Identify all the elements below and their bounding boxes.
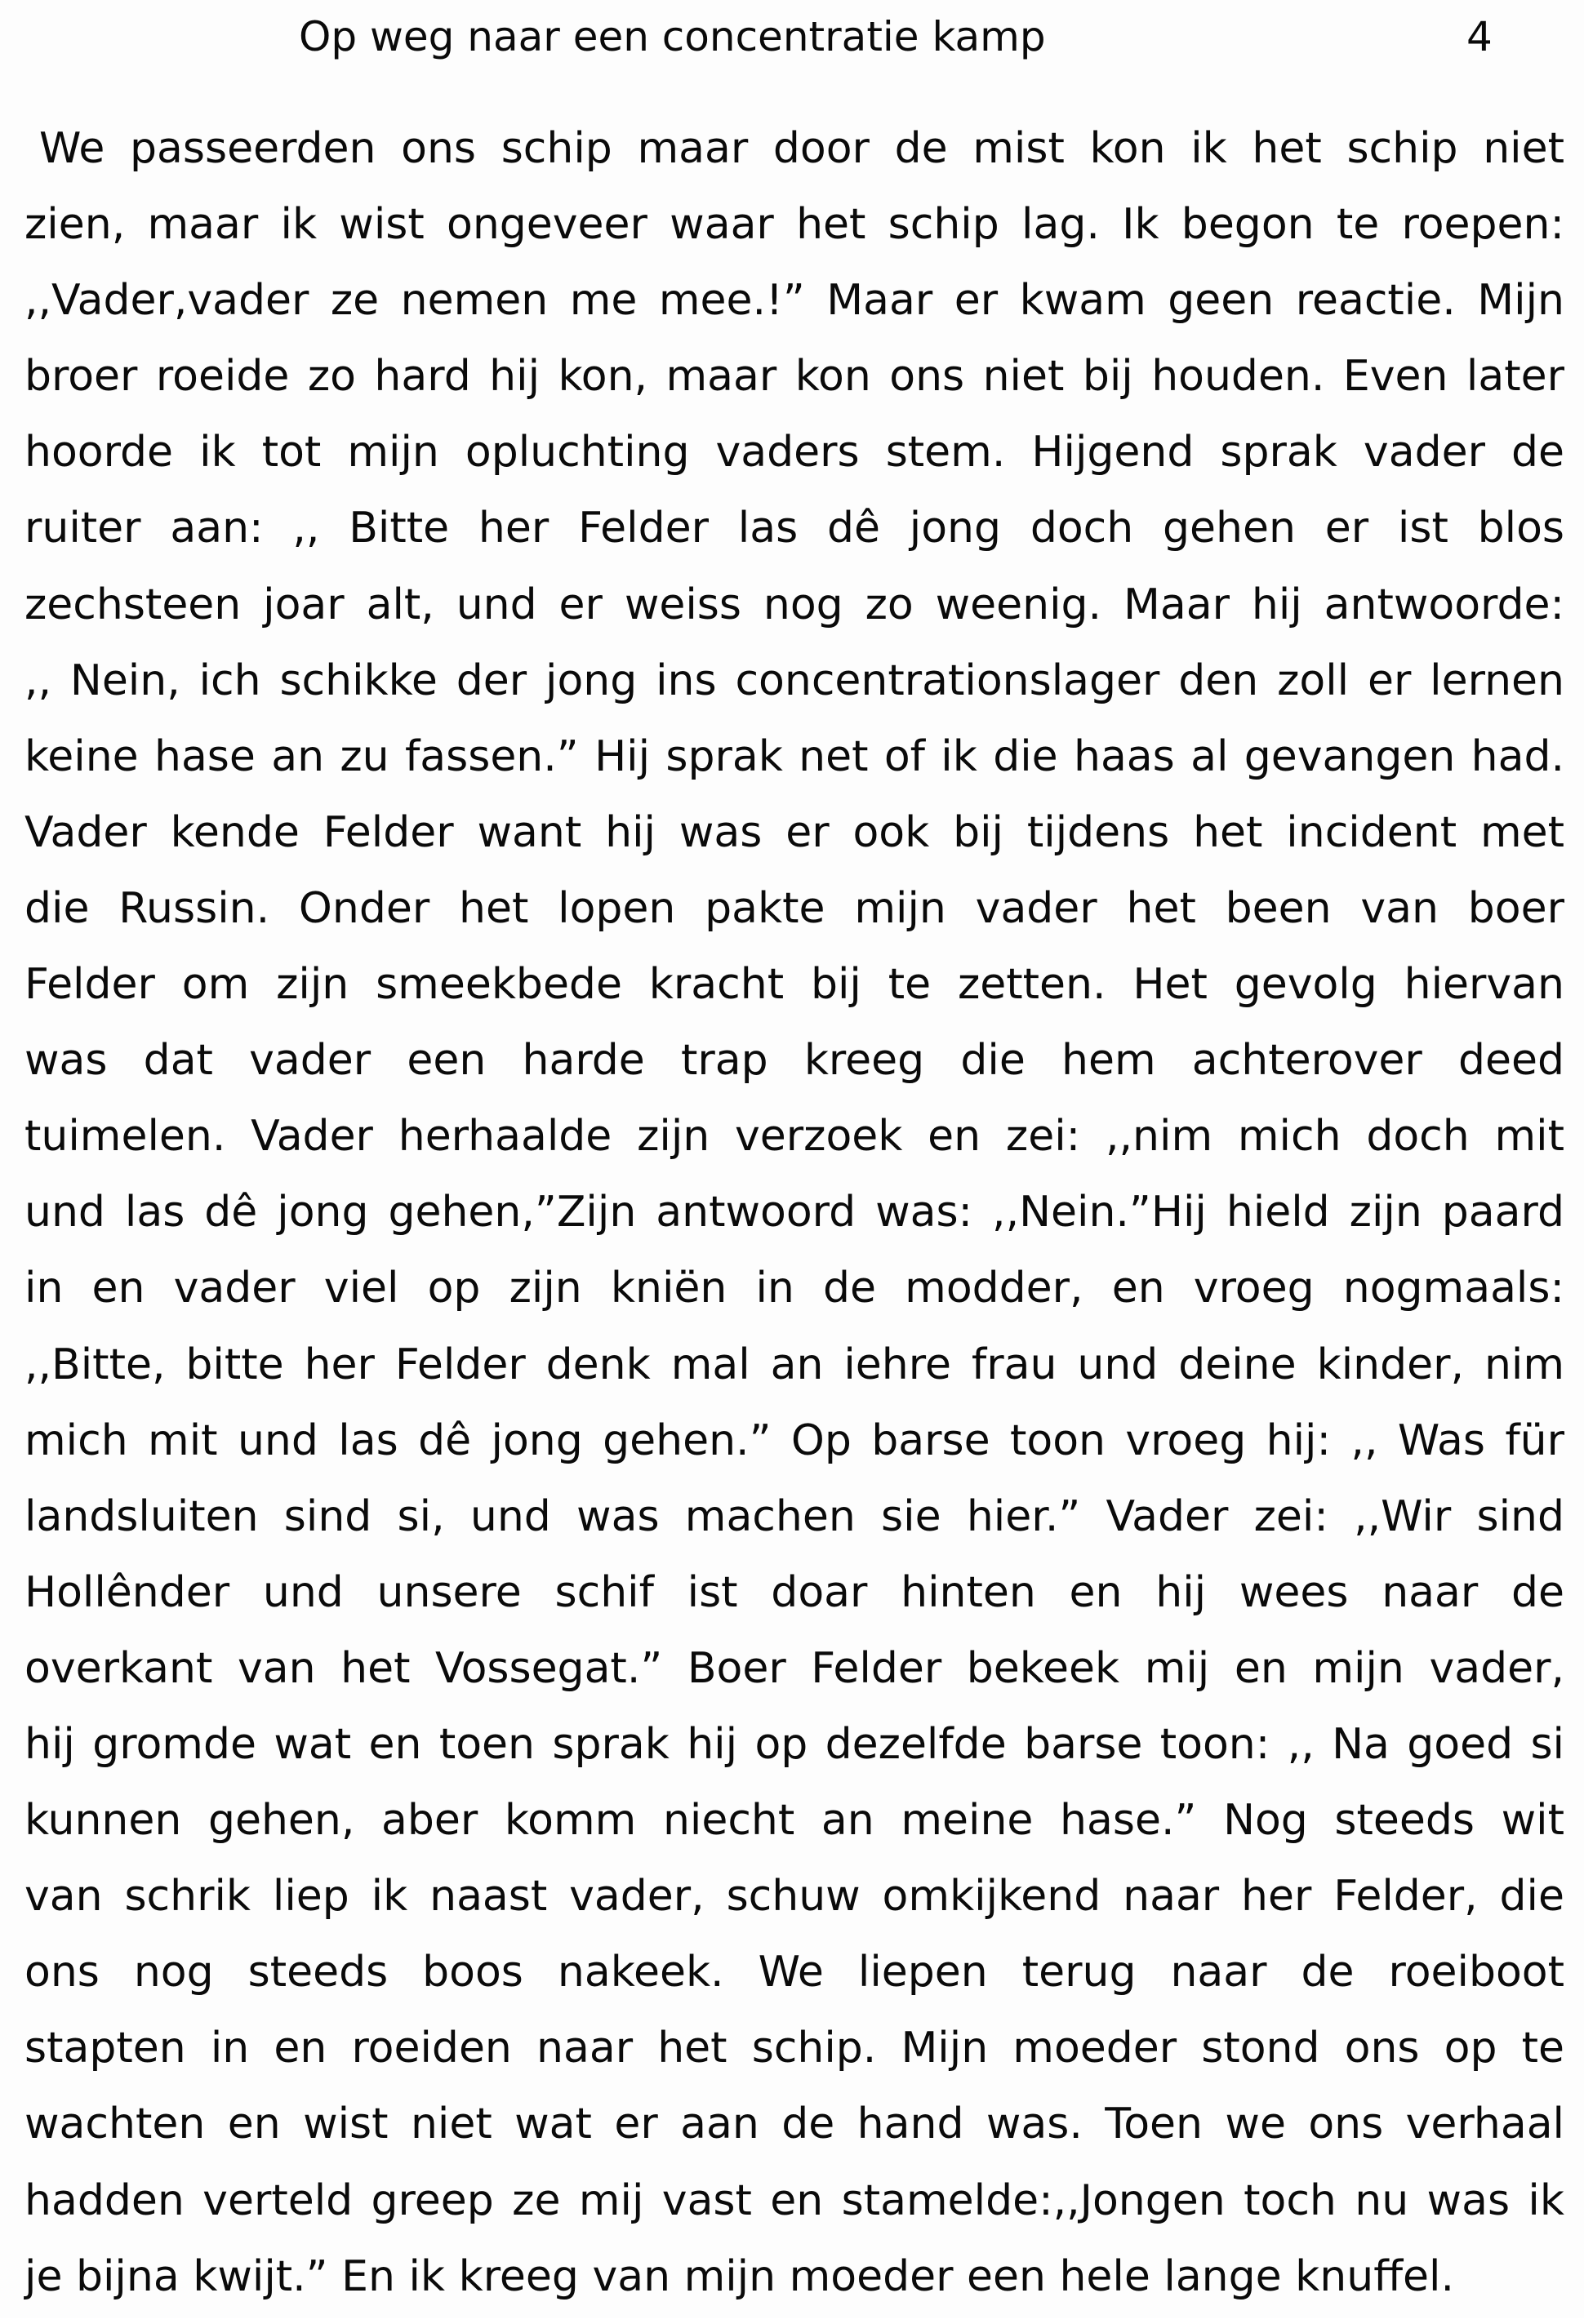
text-line: van schrik liep ik naast vader, schuw omkijkend naar her Felder, die (24, 1872, 1564, 1922)
page-number: 4 (1466, 13, 1493, 60)
text-line: Vader kende Felder want hij was er ook bij tijdens het incident met (24, 807, 1564, 857)
page-header (0, 8, 1584, 65)
text-line: keine hase an zu fassen.” Hij sprak net of ik die haas al gevangen had. (24, 731, 1564, 781)
text-line: und las dê jong gehen,”Zijn antwoord was: ,,Nein.”Hij hield zijn paard (24, 1188, 1564, 1238)
text-line: was dat vader een harde trap kreeg die hem achterover deed (24, 1036, 1564, 1086)
text-line: Felder om zijn smeekbede kracht bij te zetten. Het gevolg hiervan (24, 960, 1564, 1010)
text-line: ,, Nein, ich schikke der jong ins concentrationslager den zoll er lernen (24, 655, 1564, 705)
text-line: hadden verteld greep ze mij vast en stamelde:,,Jongen toch nu was ik (24, 2175, 1564, 2225)
body-text (24, 120, 1564, 2324)
text-line: hij gromde wat en toen sprak hij op dezelfde barse toon: ,, Na goed si (24, 1719, 1564, 1769)
text-line: ruiter aan: ,, Bitte her Felder las dê jong doch gehen er ist blos (24, 504, 1564, 553)
text-line: overkant van het Vossegat.” Boer Felder bekeek mij en mijn vader, (24, 1643, 1564, 1693)
text-line: zien, maar ik wist ongeveer waar het schip lag. Ik begon te roepen: (24, 200, 1564, 250)
text-line: ,,Bitte, bitte her Felder denk mal an iehre frau und deine kinder, nim (24, 1340, 1564, 1389)
text-line: kunnen gehen, aber komm niecht an meine hase.” Nog steeds wit (24, 1796, 1564, 1846)
text-line: in en vader viel op zijn kniën in de modder, en vroeg nogmaals: (24, 1264, 1564, 1313)
text-line: mich mit und las dê jong gehen.” Op barse toon vroeg hij: ,, Was für (24, 1415, 1564, 1465)
text-line: stapten in en roeiden naar het schip. Mijn moeder stond ons op te (24, 2024, 1564, 2073)
text-line: We passeerden ons schip maar door de mist kon ik het schip niet (39, 124, 1564, 173)
chapter-title: Op weg naar een concentratie kamp (299, 13, 1046, 60)
text-line: zechsteen joar alt, und er weiss nog zo weenig. Maar hij antwoorde: (24, 580, 1564, 629)
text-line: landsluiten sind si, und was machen sie hier.” Vader zei: ,,Wir sind (24, 1491, 1564, 1541)
text-line: Hollênder und unsere schif ist doar hinten en hij wees naar de (24, 1567, 1564, 1617)
text-line: broer roeide zo hard hij kon, maar kon ons niet bij houden. Even later (24, 352, 1564, 402)
text-line: tuimelen. Vader herhaalde zijn verzoek en zei: ,,nim mich doch mit (24, 1112, 1564, 1162)
text-line: je bijna kwijt.” En ik kreeg van mijn moeder een hele lange knuffel. (24, 2251, 1454, 2301)
text-line: hoorde ik tot mijn opluchting vaders stem. Hijgend sprak vader de (24, 428, 1564, 478)
text-line: wachten en wist niet wat er aan de hand was. Toen we ons verhaal (24, 2100, 1564, 2149)
text-line: die Russin. Onder het lopen pakte mijn vader het been van boer (24, 883, 1564, 933)
text-line: ons nog steeds boos nakeek. We liepen terug naar de roeiboot (24, 1948, 1564, 1997)
text-line: ,,Vader,vader ze nemen me mee.!” Maar er kwam geen reactie. Mijn (24, 276, 1564, 326)
